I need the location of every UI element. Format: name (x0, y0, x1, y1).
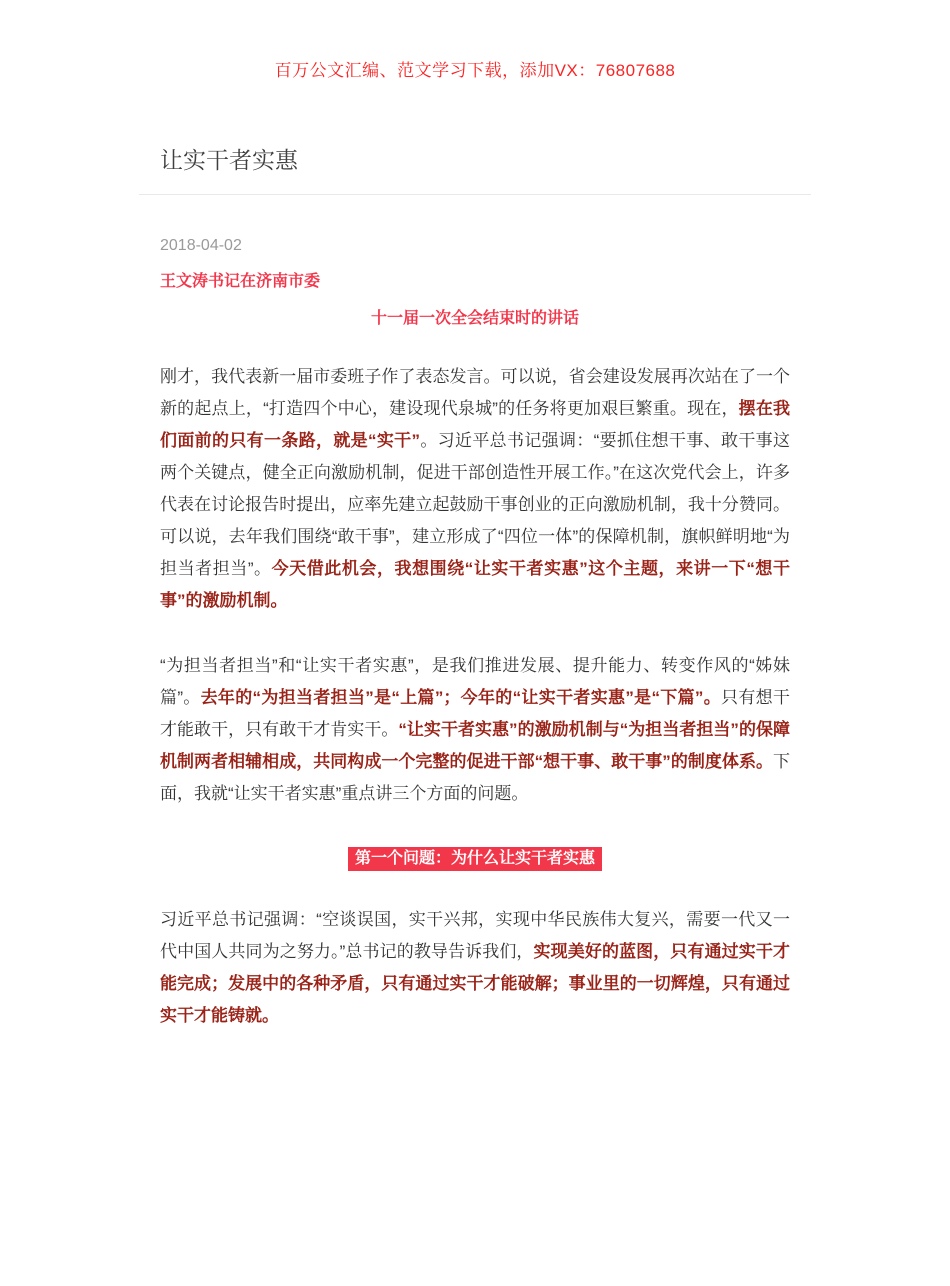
paragraph-2-emphasis: “让实干者实惠”的激励机制与“为担当者担当”的保障机制两者相辅相成，共同构成一个完整的促进干部“想干事、敢干事”的制度体系。 (160, 720, 791, 771)
paragraph-1-text: 刚才，我代表新一届市委班子作了表态发言。可以说，省会建设发展再次站在了一个新的起点上，“打造四个中心，建设现代泉城”的任务将更加艰巨繁重。现在， (160, 367, 790, 418)
title-divider (139, 194, 811, 195)
paragraph-1-emphasis: 今天借此机会，我想围绕“让实干者实惠”这个主题，来讲一下“想干事”的激励机制。 (160, 559, 790, 610)
article-date: 2018-04-02 (160, 237, 242, 254)
section-heading-wrap (160, 847, 790, 871)
paragraph-1 (160, 361, 790, 617)
paragraph-3-emphasis: 实现美好的蓝图，只有通过实干才能完成；发展中的各种矛盾，只有通过实干才能破解；事业里的一切辉煌，只有通过实干才能铸就。 (160, 942, 790, 1025)
paragraph-3 (160, 904, 790, 1032)
article-container (139, 142, 811, 1032)
paragraph-1-text: 。习近平总书记强调：“要抓住想干事、敢干事这两个关键点，健全正向激励机制，促进干部创造性开展工作。”在这次党代会上，许多代表在讨论报告时提出，应率先建立起鼓励干事创业的正向激励机制，我十分赞同。可以说，去年我们围绕“敢干事”，建立形成了“四位一体”的保障机制，旗帜鲜明地“为担当者担当”。 (160, 431, 790, 578)
speaker-line: 王文涛书记在济南市委 (160, 273, 321, 290)
paragraph-3-text: 习近平总书记强调：“空谈误国，实干兴邦，实现中华民族伟大复兴，需要一代又一代中国人共同为之努力。”总书记的教导告诉我们， (160, 910, 790, 961)
paragraph-2-text: 下面，我就“让实干者实惠”重点讲三个方面的问题。 (160, 752, 790, 803)
page-title: 让实干者实惠 (160, 147, 298, 173)
subtitle-line: 十一届一次全会结束时的讲话 (370, 310, 579, 327)
promo-banner: 百万公文汇编、范文学习下载，添加VX：76807688 (274, 61, 676, 80)
section-heading: 第一个问题：为什么让实干者实惠 (348, 847, 602, 871)
paragraph-1-emphasis: 摆在我们面前的只有一条路，就是“实干” (160, 399, 791, 450)
article-body (139, 237, 811, 1032)
paragraph-2-text: 只有想干才能敢干，只有敢干才肯实干。 (160, 688, 790, 739)
paragraph-2-emphasis: 去年的“为担当者担当”是“上篇”；今年的“让实干者实惠”是“下篇”。 (200, 688, 722, 707)
paragraph-2-text: “为担当者担当”和“让实干者实惠”，是我们推进发展、提升能力、转变作风的“姊妹篇”。 (160, 656, 790, 707)
paragraph-2 (160, 650, 790, 810)
